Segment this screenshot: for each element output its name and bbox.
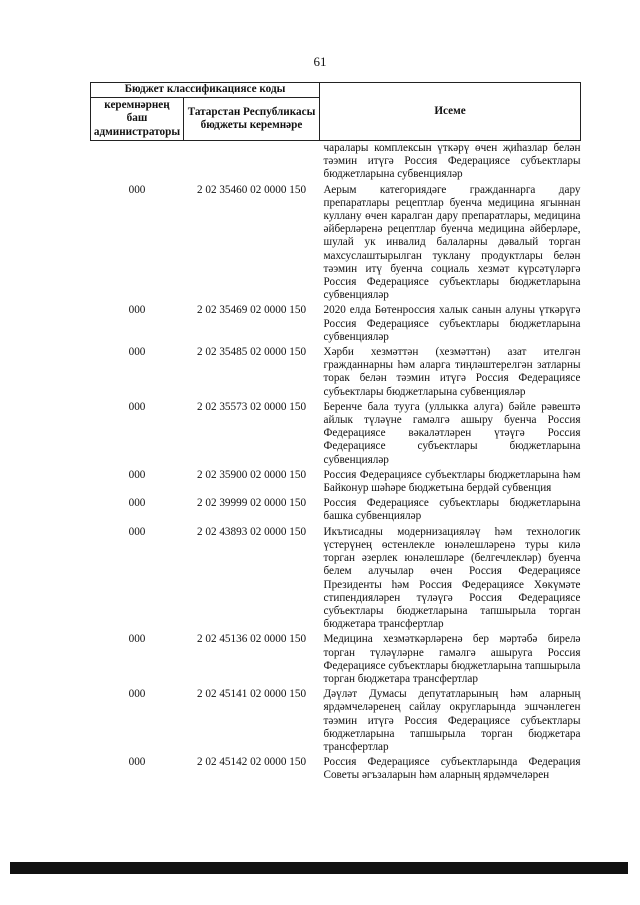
budget-code: 2 02 35485 02 0000 150 <box>196 346 307 359</box>
table-row <box>91 141 581 183</box>
header-name: Исеме <box>320 83 581 141</box>
admin-code: 000 <box>128 633 146 646</box>
table-row <box>91 496 581 524</box>
table-row <box>91 755 581 783</box>
income-name: Россия Федерациясе субъектлары бюджетларына башка субвенцияләр <box>323 497 581 523</box>
income-name: 2020 елда Бөтенроссия халык санын алуны үткәрүгә Россия Федерациясе субъектлары бюджетларына субвенцияләр <box>323 304 581 343</box>
admin-code: 000 <box>128 400 146 413</box>
admin-code: 000 <box>128 756 146 769</box>
admin-code: 000 <box>128 497 146 510</box>
page-number: 61 <box>313 54 327 69</box>
budget-code: 2 02 43893 02 0000 150 <box>196 525 307 538</box>
budget-classification-table <box>90 82 581 784</box>
budget-code: 2 02 35573 02 0000 150 <box>196 400 307 413</box>
income-name: Аерым категориядәге гражданнарга дару препаратлары рецептлар буенча медицина ягыннан куллану өчен каралган дару препаратлары, медицина әйберләренә рецептлар буенча медицина әйберләре, шулай ук инвалид балаларны дәвалый торган махсуслаштырылган туклану продуктлары белән тәэмин итү буенча социаль хезмәт күрсәтүләргә Россия Федерациясе субъектлары бюджетларына субвенцияләр <box>323 183 581 302</box>
table-row <box>91 400 581 468</box>
admin-code: 000 <box>128 346 146 359</box>
table-row <box>91 632 581 687</box>
table-row <box>91 525 581 633</box>
budget-code <box>184 141 320 183</box>
income-name: чаралары комплексын үткәрү өчен җиһазлар белән тәэмин итүгә Россия Федерациясе субъектлары бюджетларына субвенцияләр <box>323 142 581 181</box>
table-row <box>91 345 581 400</box>
header-tatarstan: Татарстан Республикасы бюджеты керемнәре <box>184 98 320 141</box>
admin-code: 000 <box>128 468 146 481</box>
income-name: Россия Федерациясе субъектларында Федерация Советы әгъзаларын һәм аларның ярдәмчеләрен <box>323 756 581 782</box>
scan-edge-bar <box>10 862 628 874</box>
income-name: Россия Федерациясе субъектлары бюджетларына һәм Байконур шәһәре бюджетына бердәй субвенция <box>323 468 581 495</box>
budget-code: 2 02 45141 02 0000 150 <box>196 688 307 701</box>
income-name: Икътисадны модернизацияләү һәм технологик үстерүнең өстенлекле юнәлешләренә туры килә торган әзерлек юнәлешләре (белгечлекләр) буенча белем алучылар өчен Россия Федерациясе Президенты һәм Россия Федерациясе Хөкүмәте стипендияләрен түләүгә Россия Федерациясе субъектлары бюджетларына тапшырыла торган бюджетара трансфертлар <box>323 525 581 631</box>
header-group-title: Бюджет классификациясе коды <box>91 83 320 98</box>
income-name: Медицина хезмәткәрләренә бер мәртәбә бирелә торган түләүләрне гамәлгә ашыруга Россия Федерациясе субъектлары бюджетларына тапшырыла торган бюджетара трансфертлар <box>323 633 581 685</box>
table-row <box>91 687 581 755</box>
table-row <box>91 183 581 304</box>
table-row <box>91 303 581 345</box>
income-name: Хәрби хезмәттән (хезмәттән) азат ителгән гражданнарны һәм аларга тиңләштерелгән затларны торак белән тәэмин итүгә Россия Федерациясе субъектлары бюджетларына субвенцияләр <box>323 346 581 398</box>
budget-code: 2 02 35460 02 0000 150 <box>196 183 307 196</box>
header-admin: керемнәрнең баш администраторы <box>91 98 184 141</box>
budget-code: 2 02 45136 02 0000 150 <box>196 633 307 646</box>
budget-code: 2 02 35900 02 0000 150 <box>196 468 307 481</box>
table-row <box>91 468 581 496</box>
income-name: Дәүләт Думасы депутатларының һәм аларның ярдәмчеләренең сайлау округларында эшчәнлеген тәэмин итүгә Россия Федерациясе субъектлары бюджетларына тапшырыла торган бюджетара трансфертлар <box>323 688 581 753</box>
admin-code: 000 <box>128 304 146 317</box>
admin-code: 000 <box>128 525 146 538</box>
admin-code: 000 <box>128 688 146 701</box>
budget-code: 2 02 35469 02 0000 150 <box>196 304 307 317</box>
admin-code: 000 <box>128 183 146 196</box>
budget-classification-table-wrap <box>90 82 580 784</box>
budget-code: 2 02 45142 02 0000 150 <box>196 756 307 769</box>
income-name: Беренче бала тууга (уллыкка алуга) бәйле рәвештә айлык түләүне гамәлгә ашыру буенча Россия Федерациясе вәкаләтләрен үтәүгә Россия Федерациясе субъектлары бюджетларына субвенцияләр <box>323 400 581 466</box>
admin-code <box>91 141 184 183</box>
budget-code: 2 02 39999 02 0000 150 <box>196 497 307 510</box>
